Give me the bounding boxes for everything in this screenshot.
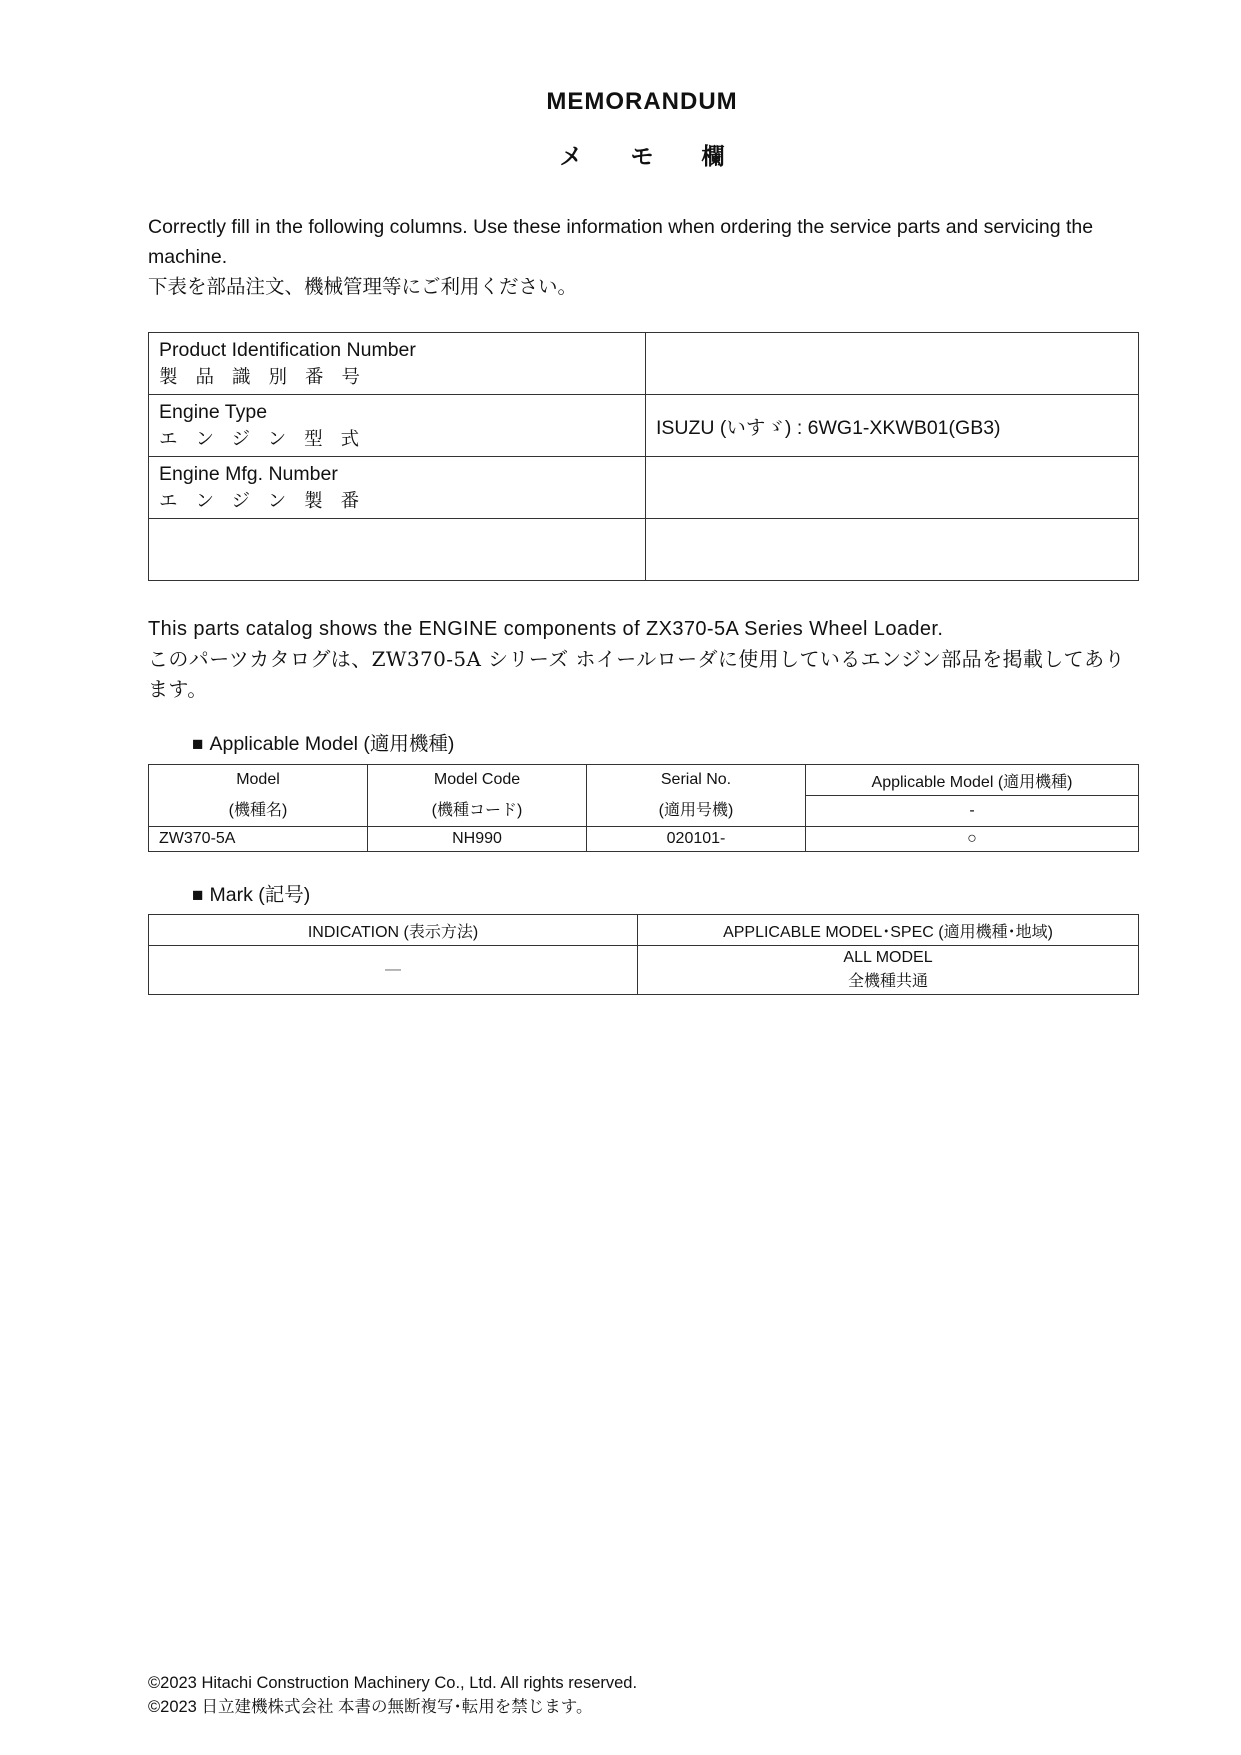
product-id-field[interactable] [646, 333, 1139, 395]
square-bullet-icon: ■ [192, 734, 204, 755]
engine-mfg-number-field[interactable] [646, 457, 1139, 519]
applicable-model-table [148, 764, 1139, 852]
info-label-cell [149, 457, 646, 519]
cell-serial: 020101- [587, 827, 806, 852]
col-header-model-code [368, 765, 587, 827]
col-header-model [149, 765, 368, 827]
engine-type-field[interactable]: ISUZU (いすゞ) : 6WG1-XKWB01(GB3) [646, 395, 1139, 457]
col-header-applicable: Applicable Model (適用機種) [806, 765, 1139, 796]
info-label-cell [149, 395, 646, 457]
intro-block [148, 212, 1138, 302]
info-label-jp: 製品識別番号 [159, 366, 379, 388]
table-row [149, 333, 1139, 395]
blank-value-field[interactable] [646, 519, 1139, 581]
page-subtitle-jp: メ モ 欄 [559, 144, 725, 170]
cell-applicable-spec [638, 946, 1139, 995]
cell-applicable-jp: 全機種共通 [847, 973, 928, 990]
col-header-serial-en: Serial No. [660, 771, 732, 788]
page-title: MEMORANDUM [546, 88, 738, 115]
table-row [149, 519, 1139, 581]
table-row [149, 395, 1139, 457]
cell-indication: — [149, 946, 638, 995]
mark-table [148, 914, 1139, 995]
mark-heading [192, 879, 310, 907]
col-header-model-en: Model [236, 771, 280, 788]
footer-copyright-en: ©2023 Hitachi Construction Machinery Co., Ltd. All rights reserved. [148, 1674, 638, 1692]
col-header-model-code-en: Model Code [433, 771, 521, 788]
intro-jp: 下表を部品注文、機械管理等にご利用ください。 [148, 275, 578, 298]
cell-applicable-mark: ○ [806, 827, 1139, 852]
col-header-serial-jp: (適用号機) [658, 802, 734, 819]
info-label-jp: エンジン型式 [159, 428, 378, 450]
table-row [149, 457, 1139, 519]
col-header-indication: INDICATION (表示方法) [149, 915, 638, 946]
catalog-en: This parts catalog shows the ENGINE components of ZX370-5A Series Wheel Loader. [148, 618, 944, 640]
blank-label-field[interactable] [149, 519, 646, 581]
catalog-jp: このパーツカタログは、ZW370-5A シリーズ ホイールローダに使用しているエンジン部品を掲載してあります。 [148, 647, 1125, 701]
footer-copyright-jp: ©2023 日立建機株式会社 本書の無断複写･転用を禁じます。 [148, 1698, 593, 1716]
table-row [149, 946, 1139, 995]
info-table [148, 332, 1139, 581]
info-label-en: Engine Mfg. Number [159, 462, 338, 485]
cell-model: ZW370-5A [149, 827, 368, 852]
info-label-en: Product Identification Number [159, 338, 416, 361]
table-header-row [149, 765, 1139, 796]
footer [148, 1671, 637, 1719]
col-header-serial [587, 765, 806, 827]
col-header-model-jp: (機種名) [228, 802, 288, 819]
col-header-applicable-sub: - [806, 796, 1139, 827]
col-header-applicable-spec: APPLICABLE MODEL･SPEC (適用機種･地域) [638, 915, 1139, 946]
table-header-row [149, 915, 1139, 946]
table-row [149, 827, 1139, 852]
info-label-en: Engine Type [159, 400, 268, 423]
cell-applicable-en: ALL MODEL [843, 949, 933, 966]
mark-heading-text: Mark (記号) [209, 884, 311, 906]
catalog-description [148, 614, 1138, 704]
cell-model-code: NH990 [368, 827, 587, 852]
intro-en: Correctly fill in the following columns. Use these information when ordering the service parts and servicing the machine. [148, 216, 1094, 268]
col-header-model-code-jp: (機種コード) [431, 802, 523, 819]
applicable-model-heading-text: Applicable Model (適用機種) [209, 733, 455, 755]
applicable-model-heading [192, 728, 454, 756]
info-label-cell [149, 333, 646, 395]
square-bullet-icon: ■ [192, 885, 204, 906]
info-label-jp: エンジン製番 [159, 490, 378, 512]
